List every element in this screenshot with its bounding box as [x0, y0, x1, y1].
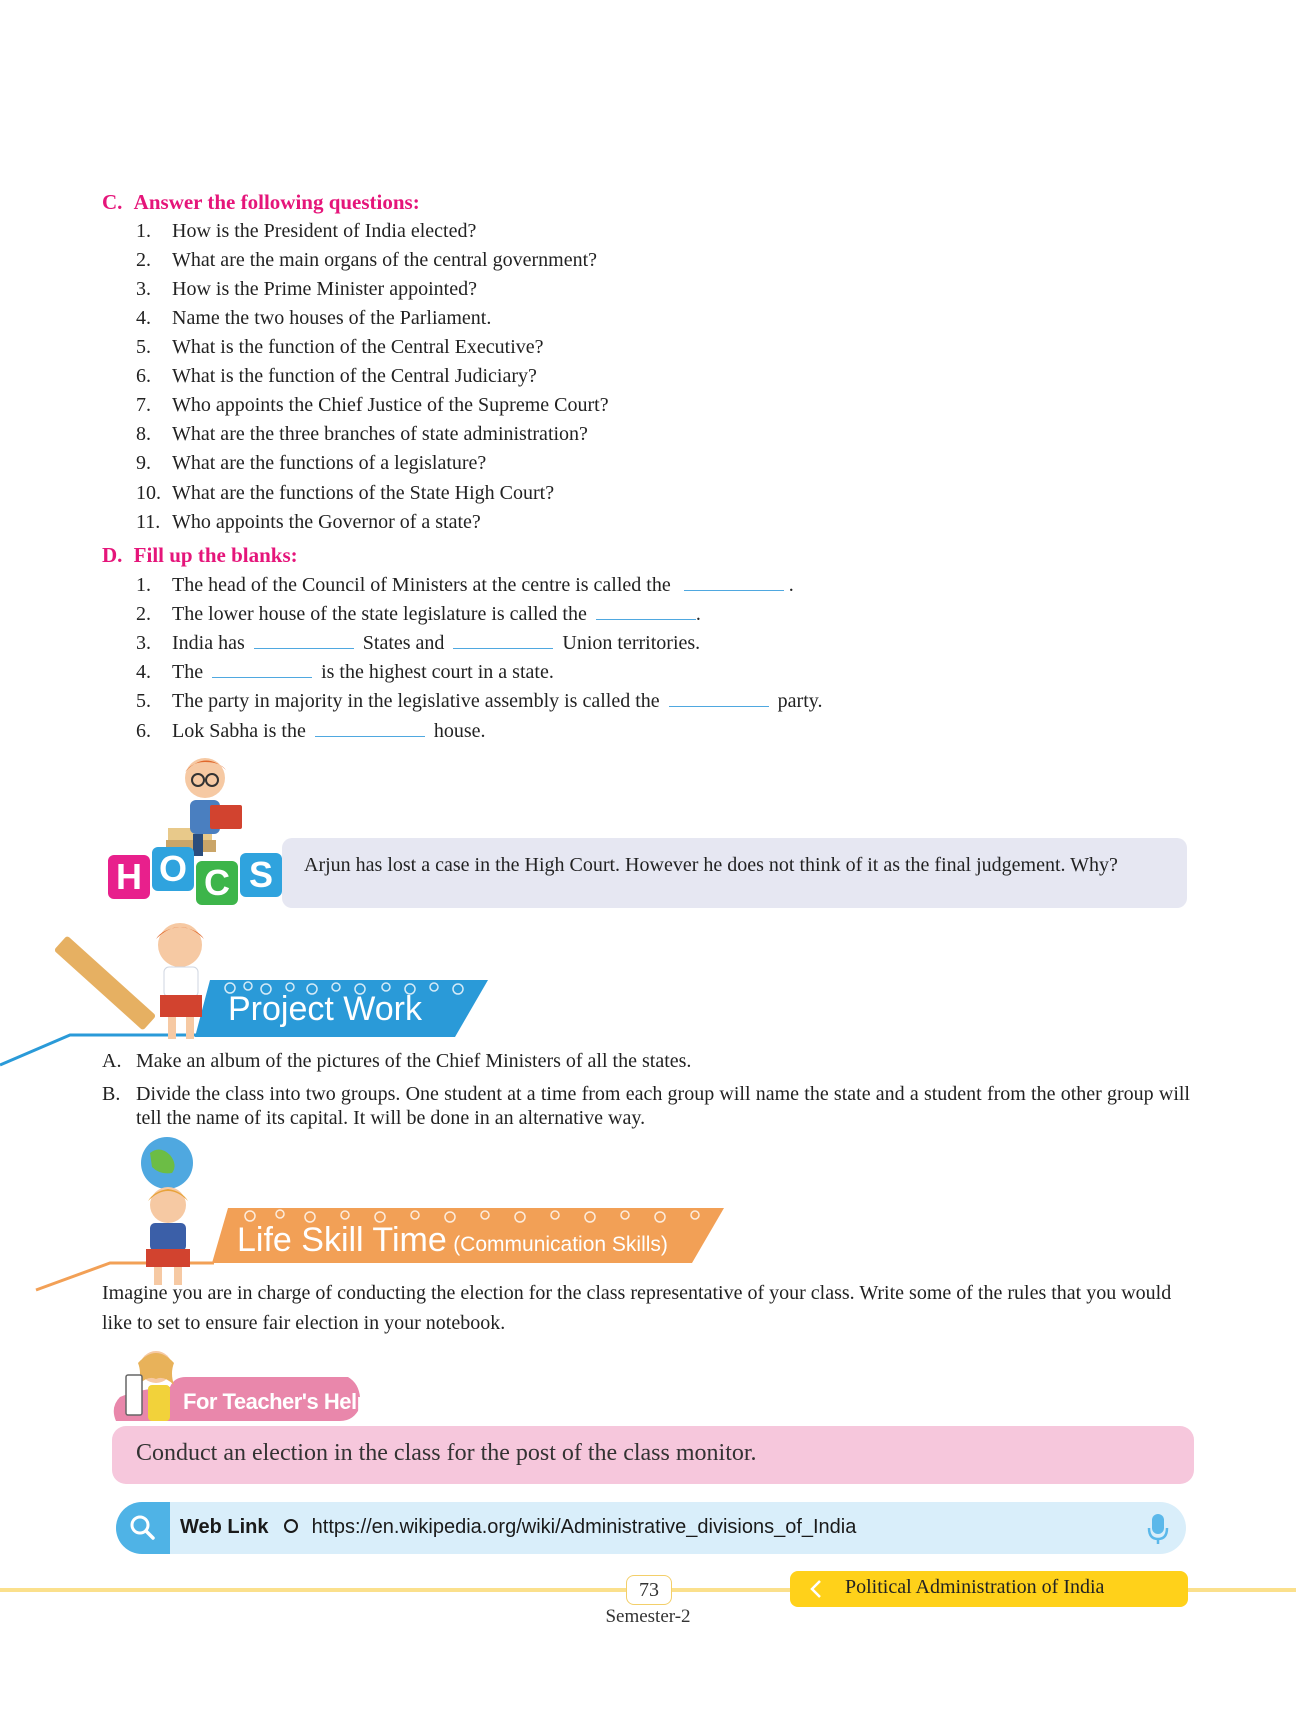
question-number: 5.: [136, 336, 151, 358]
fill-item-6: 6. Lok Sabha is the house.: [136, 720, 486, 742]
bullet-circle-icon: [284, 1519, 298, 1533]
hocs-letter-h: H: [108, 855, 150, 899]
question-number: 4.: [136, 307, 151, 329]
question-number: 3.: [136, 278, 151, 300]
question-number: 6.: [136, 365, 151, 387]
life-skill-title: Life Skill Time: [237, 1221, 447, 1259]
question-number: 10.: [136, 482, 161, 504]
life-skill-text: Imagine you are in charge of conducting the election for the class representative of your class. Write some of the rules that you would like to set to ensure fair election in your notebook.: [102, 1282, 1172, 1334]
question-number: 11.: [136, 511, 161, 533]
web-link-row: [180, 1516, 856, 1539]
question-number: 1.: [136, 220, 151, 242]
question-text: What is the function of the Central Judiciary?: [172, 365, 537, 387]
hocs-question-text: Arjun has lost a case in the High Court. However he does not think of it as the final judgement. Why?: [304, 854, 1118, 876]
question-item: [136, 278, 477, 301]
question-number: 2.: [136, 249, 151, 271]
question-item: [136, 482, 554, 505]
web-link-search-button[interactable]: [116, 1502, 170, 1554]
question-number: 8.: [136, 423, 151, 445]
blank-line[interactable]: [254, 630, 354, 649]
question-text: Who appoints the Chief Justice of the Supreme Court?: [172, 394, 609, 416]
blank-line[interactable]: [453, 630, 553, 649]
fill-item-5: 5. The party in majority in the legislative assembly is called the party.: [136, 690, 823, 712]
fill-item-2: 2. The lower house of the state legislature is called the .: [136, 603, 701, 625]
teacher-help-text: Conduct an election in the class for the post of the class monitor.: [136, 1440, 757, 1466]
blank-line[interactable]: [315, 718, 425, 737]
question-item: [136, 307, 491, 330]
project-item-a: A. Make an album of the pictures of the Chief Ministers of all the states.: [102, 1050, 692, 1072]
question-text: Name the two houses of the Parliament.: [172, 307, 492, 329]
section-d-heading: [102, 543, 298, 568]
fill-item-4: 4. The is the highest court in a state.: [136, 661, 554, 683]
fill-item-3: 3. India has States and Union territories.: [136, 632, 701, 654]
search-icon: [116, 1502, 170, 1554]
question-item: [136, 511, 481, 534]
section-c-heading: [102, 190, 420, 215]
microphone-icon[interactable]: [1146, 1512, 1170, 1546]
project-work-title: Project Work: [228, 990, 422, 1028]
question-text: What are the main organs of the central government?: [172, 249, 598, 271]
question-text: How is the Prime Minister appointed?: [172, 278, 477, 300]
semester-label: Semester-2: [605, 1606, 691, 1627]
chapter-title: Political Administration of India: [845, 1576, 1105, 1598]
question-text: What are the three branches of state administration?: [172, 423, 588, 445]
life-skill-banner: [0, 1135, 740, 1295]
chevron-left-icon: [808, 1579, 824, 1599]
question-item: [136, 220, 476, 243]
question-text: How is the President of India elected?: [172, 220, 477, 242]
web-link-url[interactable]: https://en.wikipedia.org/wiki/Administrative_divisions_of_India: [311, 1516, 857, 1538]
life-skill-heading: [237, 1221, 668, 1260]
blank-line[interactable]: [669, 688, 769, 707]
web-link-label: Web Link: [180, 1516, 269, 1538]
hocs-letter-o: O: [152, 847, 194, 891]
question-item: [136, 365, 537, 388]
boy-reading-illustration: [160, 750, 260, 862]
section-title: Answer the following questions:: [133, 190, 420, 214]
question-number: 7.: [136, 394, 151, 416]
fill-item-1: 1. The head of the Council of Ministers at the centre is called the .: [136, 574, 794, 596]
question-text: What are the functions of the State High Court?: [172, 482, 555, 504]
hocs-letter-s: S: [240, 853, 282, 897]
question-text: Who appoints the Governor of a state?: [172, 511, 481, 533]
question-item: [136, 452, 486, 475]
question-item: [136, 423, 588, 446]
hocs-letter-c: C: [196, 861, 238, 905]
life-skill-subtitle: (Communication Skills): [453, 1233, 668, 1256]
section-title: Fill up the blanks:: [133, 543, 298, 567]
project-item-b: B. Divide the class into two groups. One student at a time from each group will name the state and a student from the other group will tell the name of its capital. It will be done in an alternative way.: [102, 1083, 1190, 1129]
question-item: [136, 249, 597, 272]
question-item: [136, 336, 544, 359]
chapter-tab[interactable]: [790, 1571, 1188, 1607]
question-text: What is the function of the Central Executive?: [172, 336, 544, 358]
section-letter: D.: [102, 543, 123, 567]
hocs-logo: [108, 848, 284, 905]
blank-line[interactable]: [596, 601, 696, 620]
blank-line[interactable]: [684, 572, 784, 591]
section-letter: C.: [102, 190, 123, 214]
teacher-help-title: For Teacher's Help: [183, 1389, 370, 1414]
blank-line[interactable]: [212, 659, 312, 678]
page-number: 73: [626, 1575, 672, 1605]
question-text: What are the functions of a legislature?: [172, 452, 487, 474]
question-number: 9.: [136, 452, 151, 474]
question-item: [136, 394, 609, 417]
